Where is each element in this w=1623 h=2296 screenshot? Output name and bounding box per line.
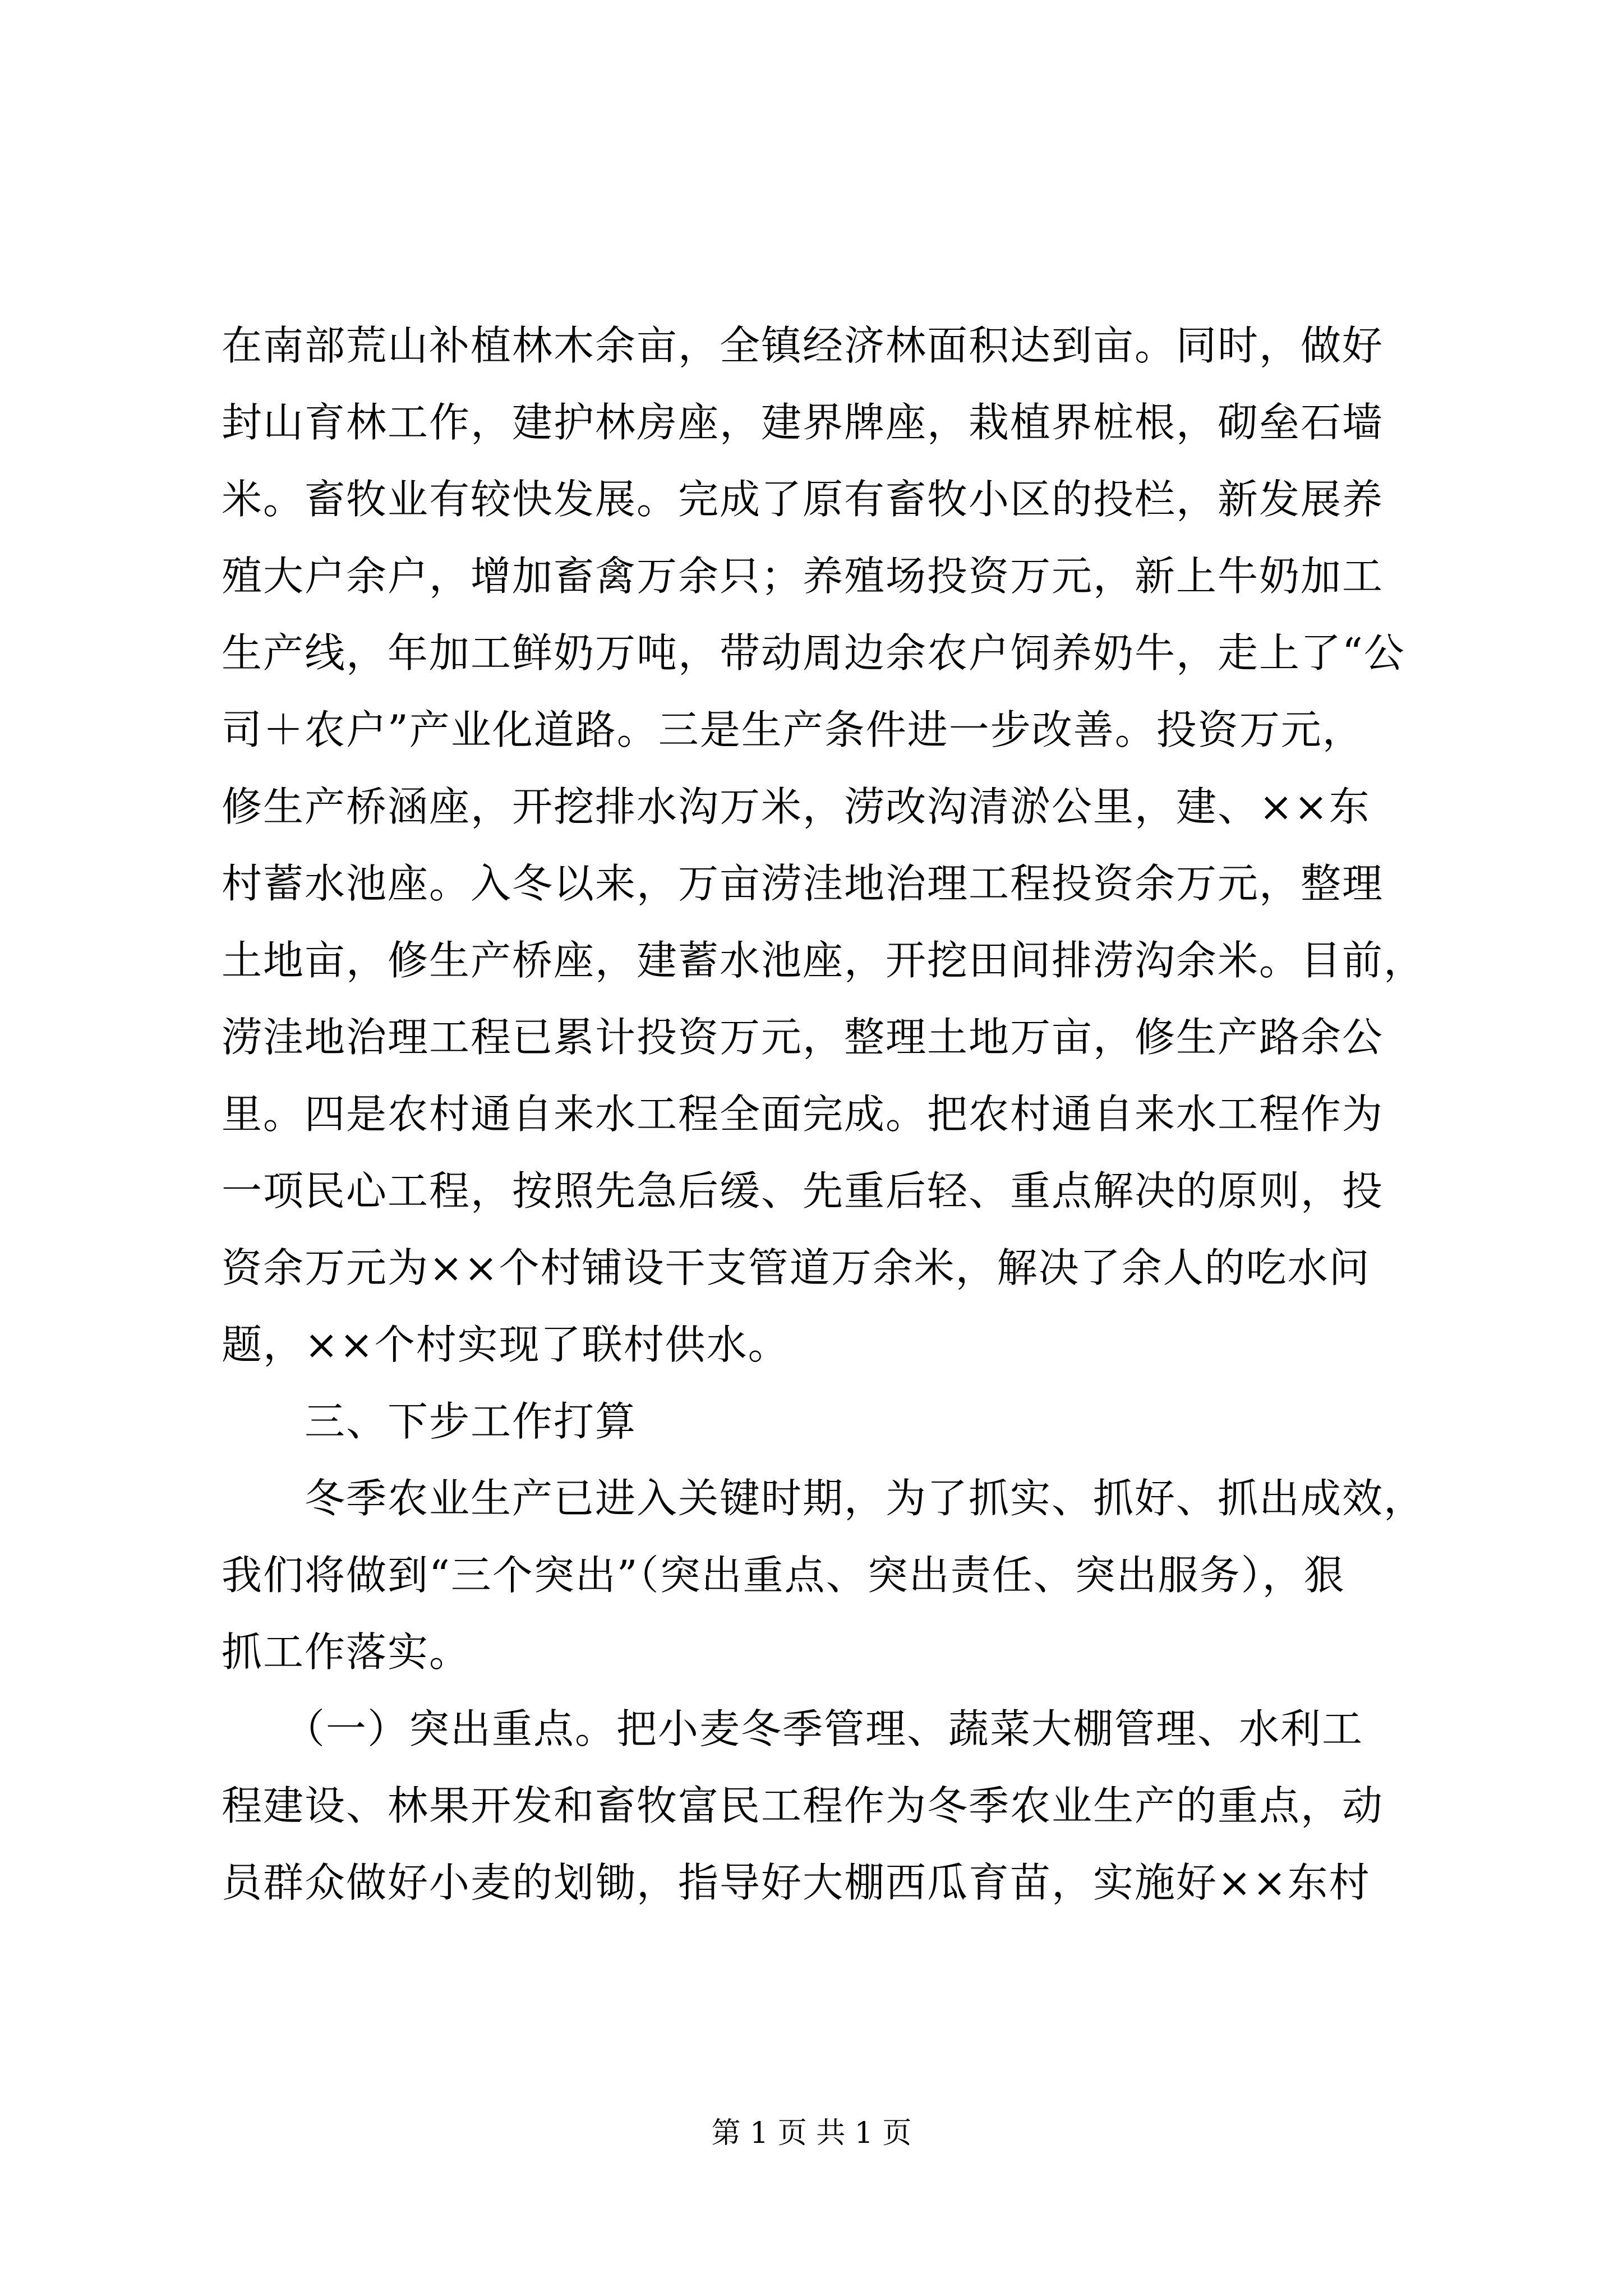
text-line: 殖大户余户，增加畜禽万余只；养殖场投资万元，新上牛奶加工: [222, 553, 1384, 600]
text-line: 司＋农户”产业化道路。三是生产条件进一步改善。投资万元，: [222, 706, 1364, 753]
text-line: 米。畜牧业有较快发展。完成了原有畜牧小区的投栏，新发展养: [222, 476, 1384, 523]
page-footer: [0, 2114, 1623, 2153]
text-line: 封山育林工作，建护林房座，建界牌座，栽植界桩根，砌垒石墙: [222, 399, 1384, 446]
text-line: 村蓄水池座。入冬以来，万亩涝洼地治理工程投资余万元，整理: [222, 860, 1384, 907]
text-line: （一）突出重点。把小麦冬季管理、蔬菜大棚管理、水利工: [222, 1705, 1364, 1752]
text-line: 修生产桥涵座，开挖排水沟万米，涝改沟清淤公里，建、××东: [222, 783, 1371, 830]
body-text: [222, 307, 1426, 1921]
text-line: 在南部荒山补植林木余亩，全镇经济林面积达到亩。同时，做好: [222, 322, 1384, 369]
text-line: 题，××个村实现了联村供水。: [222, 1321, 790, 1368]
text-line: 涝洼地治理工程已累计投资万元，整理土地万亩，修生产路余公: [222, 1014, 1384, 1061]
text-line: 土地亩，修生产桥座，建蓄水池座，开挖田间排涝沟余米。目前，: [222, 937, 1426, 984]
text-line: 一项民心工程，按照先急后缓、先重后轻、重点解决的原则，投: [222, 1167, 1384, 1214]
page-number-label: 第 1 页 共 1 页: [711, 2116, 912, 2150]
text-line: 我们将做到“三个突出”（突出重点、突出责任、突出服务），狠: [222, 1552, 1345, 1599]
text-line: 程建设、林果开发和畜牧富民工程作为冬季农业生产的重点，动: [222, 1782, 1384, 1829]
text-line: 冬季农业生产已进入关键时期，为了抓实、抓好、抓出成效，: [222, 1475, 1426, 1522]
text-line: 里。四是农村通自来水工程全面完成。把农村通自来水工程作为: [222, 1091, 1384, 1138]
text-line: 员群众做好小麦的划锄，指导好大棚西瓜育苗，实施好××东村: [222, 1859, 1371, 1906]
section-heading: 三、下步工作打算: [222, 1398, 637, 1445]
text-line: 生产线，年加工鲜奶万吨，带动周边余农户饲养奶牛，走上了“公: [222, 629, 1405, 677]
text-line: 资余万元为××个村铺设干支管道万余米，解决了余人的吃水问: [222, 1244, 1371, 1291]
text-line: 抓工作落实。: [222, 1628, 471, 1676]
